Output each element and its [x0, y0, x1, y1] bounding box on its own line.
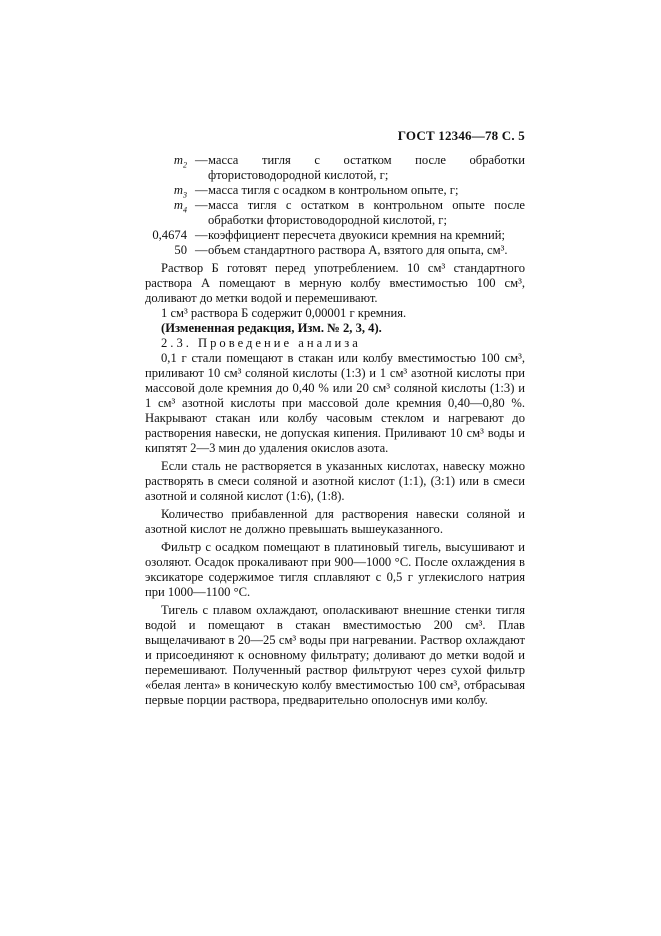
paragraph: Тигель с плавом охлаждают, ополаскивают внешние стенки тигля водой и помещают в стакан вместимостью 200 см³. Плав выщелачивают в 20—25 см³ воды при нагревании. Раствор охлаждают и присоединяют к основному фильтрату; доливают до метки водой и перемешивают. Полученный раствор фильтруют через сухой фильтр «белая лента» в коническую колбу вместимостью 100 см³, отбрасывая первые порции раствора, предварительно ополоснув ими колбу. — [145, 603, 525, 707]
paragraph: Фильтр с осадком помещают в платиновый тигель, высушивают и озоляют. Осадок прокаливают при 900—1000 °С. После охлаждения в эксикаторе содержимое тигля сплавляют с 0,5 г углекислого натрия при 1000—1100 °С. — [145, 540, 525, 599]
dash: — — [195, 153, 208, 167]
dash: — — [195, 183, 208, 197]
symbol: 0,4674 — [152, 228, 187, 242]
definition-row — [145, 198, 525, 228]
dash: — — [195, 228, 208, 242]
dash: — — [195, 198, 208, 212]
symbol: 50 — [174, 243, 187, 257]
dash: — — [195, 243, 208, 257]
section-heading: 2.3. Проведение анализа — [161, 336, 361, 350]
definition-text: объем стандартного раствора А, взятого для опыта, см³. — [208, 243, 508, 257]
definition-text: коэффициент пересчета двуокиси кремния на кремний; — [208, 228, 505, 242]
definition-row — [145, 243, 525, 258]
paragraph: 0,1 г стали помещают в стакан или колбу вместимостью 100 см³, приливают 10 см³ соляной кислоты (1:3) и 1 см³ азотной кислоты при массовой доле кремния до 0,40 % или 20 см³ соляной кислоты (1:3) и 1 см³ азотной кислоты при массовой доле кремния 0,40—0,80 %. Накрывают стакан или колбу часовым стеклом и нагревают до растворения навески, не допуская кипения. Приливают 10 см³ воды и кипятят 2—3 мин до удаления окислов азота. — [145, 351, 525, 455]
definition-text: масса тигля с остатком после обработки фтористоводородной кислотой, г; — [208, 153, 525, 182]
paragraph: Количество прибавленной для растворения навески соляной и азотной кислот не должно превышать вышеуказанного. — [145, 507, 525, 536]
definition-row — [145, 153, 525, 183]
definition-row — [145, 183, 525, 198]
symbol: $m_4$ — [173, 198, 187, 215]
page-header: ГОСТ 12346—78 С. 5 — [397, 128, 525, 143]
definition-row — [145, 228, 525, 243]
paragraph: Раствор Б готовят перед употреблением. 10 см³ стандартного раствора А помещают в мерную колбу вместимостью 100 см³, доливают до метки водой и перемешивают. — [145, 261, 525, 305]
definition-text: масса тигля с осадком в контрольном опыте, г; — [208, 183, 459, 197]
symbol: $m_3$ — [173, 183, 187, 200]
paragraph: 1 см³ раствора Б содержит 0,00001 г кремния. — [161, 306, 407, 320]
document-body — [145, 153, 525, 708]
symbol: $m_2$ — [173, 153, 187, 170]
amendment-note: (Измененная редакция, Изм. № 2, 3, 4). — [161, 321, 382, 335]
definition-text: масса тигля с остатком в контрольном опыте после обработки фтористоводородной кислотой, г; — [208, 198, 525, 227]
paragraph: Если сталь не растворяется в указанных кислотах, навеску можно растворять в смеси соляной и азотной кислот (1:1), (3:1) или в смеси азотной и соляной кислот (1:6), (1:8). — [145, 459, 525, 503]
